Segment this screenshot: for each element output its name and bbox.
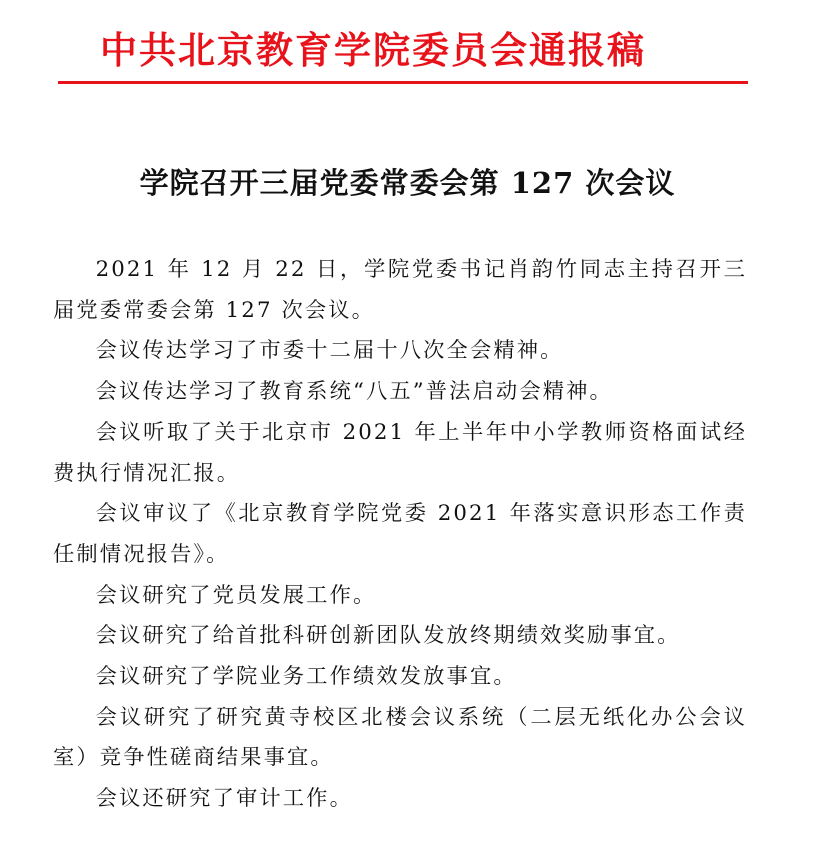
- paragraph-item: 会议研究了给首批科研创新团队发放终期绩效奖励事宜。: [95, 623, 681, 649]
- paragraph-meeting-intro: 2021 年 12 月 22 日，学院党委书记肖韵竹同志主持召开三届党委常委会第 127 次会议。: [53, 257, 747, 323]
- paragraph-item: 会议研究了学院业务工作绩效发放事宜。: [95, 664, 517, 690]
- document-title: 学院召开三届党委常委会第 127 次会议: [139, 166, 676, 200]
- paragraph-item: 会议传达学习了市委十二届十八次全会精神。: [95, 338, 564, 364]
- paragraph-item: 会议还研究了审计工作。: [95, 786, 353, 812]
- paragraph-item: 会议审议了《北京教育学院党委 2021 年落实意识形态工作责任制情况报告》。: [53, 501, 747, 567]
- paragraph-item: 会议研究了研究黄寺校区北楼会议系统（二层无纸化办公会议室）竞争性磋商结果事宜。: [53, 704, 747, 771]
- paragraph-item: 会议研究了党员发展工作。: [95, 582, 377, 608]
- document-body: [53, 250, 747, 820]
- paragraph-item: 会议传达学习了教育系统“八五”普法启动会精神。: [95, 379, 613, 405]
- document-header: [0, 0, 815, 90]
- header-title: 中共北京教育学院委员会通报稿: [100, 28, 646, 72]
- paragraph-item: 会议听取了关于北京市 2021 年上半年中小学教师资格面试经费执行情况汇报。: [53, 419, 747, 486]
- header-red-rule: [58, 81, 748, 84]
